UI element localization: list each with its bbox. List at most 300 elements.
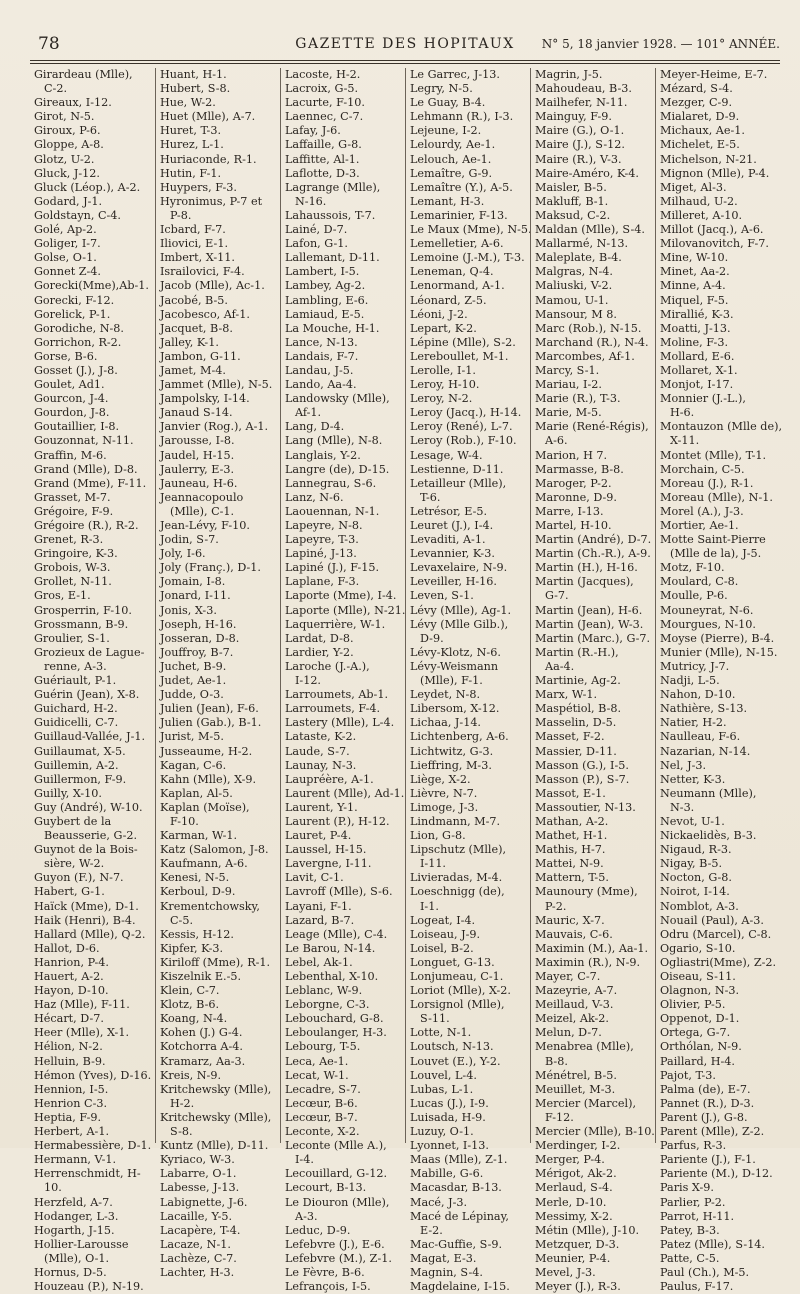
index-entry: Larroumets, F-4. (285, 702, 381, 716)
index-entry: Lebourg, T-5. (285, 1040, 361, 1054)
index-entry: Mezger, C-9. (660, 96, 732, 110)
index-entry: Natier, H-2. (660, 716, 727, 730)
index-entry: Grasset, M-7. (34, 490, 111, 504)
index-entry: Magrin, J-5. (535, 68, 603, 81)
index-entry: Martinie, Ag-2. (535, 674, 621, 688)
index-entry: Lacroix, G-5. (285, 82, 359, 96)
index-entry: Leneman, Q-4. (410, 265, 494, 279)
index-entry: Martin (Ch.-R.), A-9. (535, 547, 651, 561)
index-entry-continuation: (Mlle), O-1. (44, 1251, 110, 1265)
index-entry: Hémon (Yves), D-16. (34, 1068, 152, 1082)
index-entry: Jodin, S-7. (160, 533, 219, 547)
index-column-1 (30, 68, 155, 1294)
index-entry: Julien (Jean), F-6. (160, 702, 259, 716)
index-entry: Henrion C-3. (34, 1096, 108, 1110)
index-entry: Lorsignol (Mlle), (410, 998, 505, 1012)
index-entry: Leydet, N-8. (410, 688, 481, 702)
index-entry: Layani, F-1. (285, 899, 352, 913)
index-entry: Kritchewsky (Mlle), (160, 1082, 272, 1096)
index-entry: Herrenschmidt, H- (34, 1167, 141, 1181)
index-entry: Huypers, F-3. (160, 180, 237, 194)
index-entry: Mine, W-10. (660, 251, 729, 265)
index-entry-continuation: C-5. (170, 913, 194, 927)
index-entry: Leven, S-1. (410, 589, 474, 603)
index-entry: Lipschutz (Mlle), (410, 843, 507, 857)
index-entry: Oiseau, S-11. (660, 970, 736, 983)
index-entry: Maronne, D-9. (535, 490, 617, 504)
journal-title: GAZETTE DES HOPITAUX (295, 36, 515, 52)
index-entry: Michaux, Ae-1. (660, 124, 745, 138)
index-entry: Lavit, C-1. (285, 871, 344, 885)
index-entry: Moline, F-3. (660, 335, 728, 349)
index-entry: Loiseau, J-9. (410, 927, 481, 941)
index-entry: Lavergne, I-11. (285, 857, 372, 871)
index-entry-continuation: P-2. (545, 899, 567, 913)
index-entry: Godard, J-1. (34, 194, 103, 208)
index-entry: Labignette, J-6. (160, 1195, 248, 1209)
index-entry: Grossmann, B-9. (34, 617, 129, 631)
index-entry: Laouennan, N-1. (285, 504, 380, 518)
index-entry: Monjot, I-17. (660, 378, 734, 392)
index-entry: Gringoire, K-3. (34, 547, 118, 561)
index-entry: Neumann (Mlle), (660, 786, 757, 800)
index-entry: Morchain, C-5. (660, 462, 745, 476)
index-entry: Israilovici, F-4. (160, 265, 245, 279)
index-entry: Olivier, P-5. (660, 998, 726, 1012)
index-entry: Guynot de la Bois- (34, 843, 138, 857)
index-entry: Melun, D-7. (535, 1026, 602, 1040)
index-entry: Lecœur, B-6. (285, 1096, 358, 1110)
index-entry: Letailleur (Mlle), (410, 476, 507, 490)
index-entry: Grand (Mlle), D-8. (34, 462, 138, 476)
index-entry-continuation: A-6. (545, 434, 568, 448)
index-entry: Meyer (J.), R-3. (535, 1280, 621, 1294)
index-entry: Mainguy, F-9. (535, 110, 612, 124)
index-entry: Lévy-Weismann (410, 659, 499, 673)
index-entry: Hodanger, L-3. (34, 1209, 119, 1223)
index-entry: Jambon, G-11. (160, 349, 241, 363)
index-entry: Lacaille, Y-5. (160, 1209, 233, 1223)
index-entry: Levaditi, A-1. (410, 533, 486, 547)
index-entry: Ménétrel, B-5. (535, 1068, 617, 1082)
index-entry: Masselin, D-5. (535, 716, 617, 730)
index-entry: Hécart, D-7. (34, 1012, 104, 1026)
index-entry: Moatti, J-13. (660, 321, 731, 335)
index-entry: Mirallié, K-3. (660, 307, 734, 321)
index-entry: Longuet, G-13. (410, 955, 495, 969)
index-entry: Pajot, T-3. (660, 1068, 716, 1082)
index-entry-continuation: S-8. (170, 1125, 193, 1139)
index-entry: Patte, C-5. (660, 1251, 720, 1265)
index-entry: Haz (Mlle), F-11. (34, 998, 130, 1012)
index-entry-continuation: I-4. (295, 1153, 314, 1167)
index-entry: Hubert, S-8. (160, 82, 231, 96)
index-entry: Michelson, N-21. (660, 152, 757, 166)
index-entry: Guybert de la (34, 814, 112, 828)
index-entry: Lehmann (R.), I-3. (410, 110, 514, 124)
index-entry: Parfus, R-3. (660, 1139, 727, 1153)
index-entry: Gonnet Z-4. (34, 265, 101, 279)
index-entry-continuation: renne, A-3. (44, 659, 107, 673)
index-entry: Goutaillier, I-8. (34, 420, 120, 434)
index-entry: Macé de Lépinay, (410, 1209, 509, 1223)
index-entry: Gorecki, F-12. (34, 293, 115, 307)
index-entry: Lang (Mlle), N-8. (285, 434, 383, 448)
index-entry: Le Barou, N-14. (285, 941, 376, 955)
index-entry: Louvel, L-4. (410, 1068, 477, 1082)
index-entry: Grégoire, F-9. (34, 504, 114, 518)
index-entry: Kiriloff (Mme), R-1. (160, 955, 271, 969)
index-entry: Jeannacopoulo (160, 490, 244, 504)
index-entry: Martin (Jacques), (535, 575, 634, 589)
index-entry: Marion, H 7. (535, 448, 608, 462)
index-entry: Nel, J-3. (660, 758, 707, 772)
index-entry: Mathet, H-1. (535, 829, 608, 843)
index-entry: Massot, E-1. (535, 786, 606, 800)
index-entry: Martel, H-10. (535, 519, 612, 532)
index-entry: Leroy, H-10. (410, 378, 480, 392)
running-header (30, 34, 780, 56)
index-entry: Luzuy, O-1. (410, 1125, 474, 1139)
index-entry: Le Fèvre, B-6. (285, 1265, 365, 1279)
index-entry: Klotz, B-6. (160, 998, 220, 1012)
index-entry: Jaudel, H-15. (160, 448, 235, 462)
index-entry: Mazeyrie, A-7. (535, 984, 618, 998)
index-entry: Lecadre, S-7. (285, 1082, 361, 1096)
index-entry: Giroux, P-6. (34, 124, 101, 138)
index-entry: Girardeau (Mlle), (34, 68, 133, 81)
index-entry: Lemarinier, F-13. (410, 208, 508, 222)
index-entry: Joseph, H-16. (160, 617, 237, 631)
index-entry: Gorecki(Mme),Ab-1. (34, 279, 149, 293)
index-entry: Minet, Aa-2. (660, 265, 730, 279)
index-entry: Joly (Franç.), D-1. (160, 561, 261, 575)
index-entry: Leuret (J.), I-4. (410, 519, 494, 532)
index-entry: Hermann, V-1. (34, 1153, 117, 1167)
index-entry: Meuillet, M-3. (535, 1082, 616, 1096)
index-entry: Lambling, E-6. (285, 293, 369, 307)
index-entry: Kaplan (Moïse), (160, 800, 250, 814)
index-entry: Lafay, J-6. (285, 124, 341, 138)
index-entry: Naulleau, F-6. (660, 730, 741, 744)
index-entry: Marc (Rob.), N-15. (535, 321, 642, 335)
index-entry: Girot, N-5. (34, 110, 95, 124)
index-entry: Herbert, A-1. (34, 1125, 109, 1139)
name-index-columns (30, 68, 783, 1294)
index-entry: Guérin (Jean), X-8. (34, 688, 140, 702)
index-entry: Jouffroy, B-7. (160, 645, 234, 659)
index-entry: Massier, D-11. (535, 744, 617, 758)
index-entry-continuation: X-11. (670, 434, 700, 448)
index-entry: Massoutier, N-13. (535, 800, 636, 814)
index-entry: Lonjumeau, C-1. (410, 970, 504, 983)
index-entry: Hyronimus, P-7 et (160, 194, 263, 208)
index-entry-continuation: Beausserie, G-2. (44, 829, 138, 843)
index-entry: Guériault, P-1. (34, 674, 117, 688)
index-entry: Laporte (Mme), I-4. (285, 589, 397, 603)
index-entry: Mauvais, C-6. (535, 927, 613, 941)
index-entry: Le Diouron (Mlle), (285, 1195, 390, 1209)
index-entry: Gosset (J.), J-8. (34, 363, 118, 377)
index-entry: Laurent (Mlle), Ad-1. (285, 786, 405, 800)
index-entry-continuation: B-8. (545, 1054, 568, 1068)
index-entry: Laussel, H-15. (285, 843, 367, 857)
index-entry: Loutsch, N-13. (410, 1040, 494, 1054)
index-entry: Juchet, B-9. (160, 659, 227, 673)
index-entry: Kessis, H-12. (160, 927, 234, 941)
index-entry: Laupréère, A-1. (285, 772, 374, 786)
index-entry: Lallemant, D-11. (285, 251, 380, 265)
index-entry: Le Guay, B-4. (410, 96, 486, 110)
index-entry: Lainé, D-7. (285, 223, 348, 237)
index-entry: Lemelletier, A-6. (410, 237, 504, 251)
index-entry: Kotchorra A-4. (160, 1040, 243, 1054)
index-entry: Léoni, J-2. (410, 307, 468, 321)
index-entry: Maximin (R.), N-9. (535, 955, 641, 969)
index-entry: Lazard, B-7. (285, 913, 355, 927)
index-entry: Ogario, S-10. (660, 941, 736, 955)
index-entry: Kritchewsky (Mlle), (160, 1110, 272, 1124)
index-entry: Mabille, G-6. (410, 1167, 484, 1181)
index-entry: Lelourdy, Ae-1. (410, 138, 496, 152)
index-entry: Guidicelli, C-7. (34, 716, 119, 730)
index-entry: Lereboullet, M-1. (410, 349, 509, 363)
index-entry: Langlais, Y-2. (285, 448, 361, 462)
index-entry: Grobois, W-3. (34, 561, 111, 575)
index-entry: Logeat, I-4. (410, 913, 476, 927)
index-entry: Hue, W-2. (160, 96, 216, 110)
index-entry: Mourgues, N-10. (660, 617, 756, 631)
index-entry: Maire (G.), O-1. (535, 124, 625, 138)
index-entry: Jacquet, B-8. (160, 321, 233, 335)
index-entry: Laquerrière, W-1. (285, 617, 386, 631)
index-entry: Hennion, I-5. (34, 1082, 109, 1096)
index-entry: Lichtwitz, G-3. (410, 744, 494, 758)
index-entry: Leconte, X-2. (285, 1125, 360, 1139)
index-entry: Larroumets, Ab-1. (285, 688, 389, 702)
index-entry: Paris X-9. (660, 1181, 714, 1195)
index-entry: Landowsky (Mlle), (285, 392, 390, 406)
index-entry: Moyse (Pierre), B-4. (660, 631, 775, 645)
index-entry: Herzfeld, A-7. (34, 1195, 113, 1209)
index-entry-continuation: N-3. (670, 800, 695, 814)
index-entry: Martin (Marc.), G-7. (535, 631, 651, 645)
index-entry: Leroy, N-2. (410, 392, 473, 406)
index-entry: Montet (Mlle), T-1. (660, 448, 767, 462)
index-entry: Odru (Marcel), C-8. (660, 927, 772, 941)
index-entry: Lepart, K-2. (410, 321, 477, 335)
index-entry: Marie (R.), T-3. (535, 392, 621, 406)
index-entry: Grollet, N-11. (34, 575, 112, 589)
index-entry: Lang, D-4. (285, 420, 345, 434)
index-entry: Lefebvre (J.), E-6. (285, 1237, 385, 1251)
index-entry: Lacapère, T-4. (160, 1223, 241, 1237)
index-entry: Le Garrec, J-13. (410, 68, 500, 81)
index-entry: Morel (A.), J-3. (660, 504, 744, 518)
index-entry: Gorelick, P-1. (34, 307, 111, 321)
index-entry: Menabrea (Mlle), (535, 1040, 634, 1054)
index-entry: Mérigot, Ak-2. (535, 1167, 617, 1181)
index-entry-continuation: Aa-4. (545, 659, 575, 673)
index-entry: Laplane, F-3. (285, 575, 360, 589)
index-entry: Mézard, S-4. (660, 82, 733, 96)
index-entry: Orthólan, N-9. (660, 1040, 742, 1054)
index-entry: Grozieux de Lague- (34, 645, 145, 659)
index-entry: Netter, K-3. (660, 772, 726, 786)
index-entry: Motte Saint-Pierre (660, 533, 766, 547)
index-entry: Lefrançois, I-5. (285, 1280, 371, 1294)
index-entry: Laurent (P.), H-12. (285, 814, 390, 828)
index-entry: Haïck (Mme), D-1. (34, 899, 139, 913)
index-entry: Lachter, H-3. (160, 1265, 235, 1279)
index-entry-continuation: sière, W-2. (44, 857, 105, 871)
index-entry: Léonard, Z-5. (410, 293, 487, 307)
index-entry: Jusseaume, H-2. (160, 744, 253, 758)
index-entry: Grosperrin, F-10. (34, 603, 132, 617)
index-entry: Lebel, Ak-1. (285, 955, 353, 969)
index-entry: Magdelaine, I-15. (410, 1280, 510, 1294)
index-entry: Minne, A-4. (660, 279, 726, 293)
index-entry: Metzquer, D-3. (535, 1237, 620, 1251)
index-entry: Lubas, L-1. (410, 1082, 474, 1096)
index-entry: Gorse, B-6. (34, 349, 98, 363)
index-entry: Nazarian, N-14. (660, 744, 751, 758)
index-entry: Mevel, J-3. (535, 1265, 596, 1279)
index-entry: Lecœur, B-7. (285, 1110, 358, 1124)
issue-info: N° 5, 18 janvier 1928. — 101° ANNÉE. (541, 37, 780, 51)
index-entry: Hayon, D-10. (34, 984, 109, 998)
index-entry: Parent (Mlle), Z-2. (660, 1125, 765, 1139)
index-entry: Landau, J-5. (285, 363, 354, 377)
index-entry: Nevot, U-1. (660, 814, 725, 828)
index-entry: Hauert, A-2. (34, 970, 104, 983)
index-entry: Janvier (Rog.), A-1. (160, 420, 269, 434)
index-entry-continuation: A-3. (295, 1209, 318, 1223)
index-entry: Lièvre, N-7. (410, 786, 478, 800)
index-entry: Lannegrau, S-6. (285, 476, 377, 490)
index-entry: Lacurte, F-10. (285, 96, 365, 110)
index-column-5 (530, 68, 655, 1294)
index-entry: Gorrichon, R-2. (34, 335, 122, 349)
index-entry: Laffitte, Al-1. (285, 152, 360, 166)
index-entry: Huret, T-3. (160, 124, 222, 138)
index-entry: Martin (R.-H.), (535, 645, 619, 659)
index-entry: Koang, N-4. (160, 1012, 228, 1026)
index-entry: Lemant, H-3. (410, 194, 485, 208)
index-entry: Joly, I-6. (160, 547, 206, 561)
index-entry: Nomblot, A-3. (660, 899, 739, 913)
index-entry: Lapeyre, N-8. (285, 519, 363, 532)
index-entry: Hélion, N-2. (34, 1040, 103, 1054)
index-entry: Jalley, K-1. (160, 335, 219, 349)
index-entry: Lanz, N-6. (285, 490, 344, 504)
index-entry: Lebouchard, G-8. (285, 1012, 384, 1026)
index-entry-continuation: P-8. (170, 208, 192, 222)
index-entry: Maire (R.), V-3. (535, 152, 622, 166)
index-entry: Guyon (F.), N-7. (34, 871, 124, 885)
index-entry: Mahoudeau, B-3. (535, 82, 632, 96)
index-entry: Liège, X-2. (410, 772, 471, 786)
index-entry: Hallot, D-6. (34, 941, 100, 955)
index-entry: Maroger, P-2. (535, 476, 612, 490)
index-entry: Jarousse, I-8. (160, 434, 235, 448)
index-entry: Masson (G.), I-5. (535, 758, 629, 772)
index-entry: Lacaze, N-1. (160, 1237, 231, 1251)
index-entry: Launay, N-3. (285, 758, 357, 772)
index-entry: La Mouche, H-1. (285, 321, 380, 335)
index-entry: Nigaud, R-3. (660, 843, 732, 857)
index-entry: Lecourt, B-13. (285, 1181, 367, 1195)
index-entry: Jomain, I-8. (160, 575, 226, 589)
index-entry: Kahn (Mlle), X-9. (160, 772, 257, 786)
index-entry: Goulet, Ad1. (34, 378, 105, 392)
index-entry: Lebenthal, X-10. (285, 970, 379, 983)
index-entry: Jammet (Mlle), N-5. (160, 378, 273, 392)
index-entry: Meyer-Heime, E-7. (660, 68, 768, 81)
index-entry-continuation: I-12. (295, 674, 321, 688)
index-entry: Métin (Mlle), J-10. (535, 1223, 640, 1237)
index-entry: Lardat, D-8. (285, 631, 354, 645)
index-entry: Jamet, M-4. (160, 363, 226, 377)
index-entry: Grand (Mme), F-11. (34, 476, 147, 490)
index-entry-continuation: (Mlle de la), J-5. (670, 547, 762, 561)
index-entry: Miget, Al-3. (660, 180, 727, 194)
index-entry: Milovanovitch, F-7. (660, 237, 769, 251)
index-entry: Langre (de), D-15. (285, 462, 390, 476)
index-entry: Macasdar, B-13. (410, 1181, 502, 1195)
index-entry: Jonis, X-3. (160, 603, 217, 617)
index-entry: Maunoury (Mme), (535, 885, 638, 899)
index-entry: Patez (Mlle), S-14. (660, 1237, 765, 1251)
index-entry: Meizel, Ak-2. (535, 1012, 609, 1026)
index-entry: Mallarmé, N-13. (535, 237, 629, 251)
index-entry: Lambert, I-5. (285, 265, 360, 279)
index-entry: Merger, P-4. (535, 1153, 605, 1167)
index-entry-continuation: (Mlle), F-1. (420, 674, 483, 688)
index-entry: Loisel, B-2. (410, 941, 474, 955)
index-entry-continuation: F-10. (170, 814, 199, 828)
index-entry: Hogarth, J-15. (34, 1223, 115, 1237)
index-entry: Gireaux, I-12. (34, 96, 112, 110)
index-entry: Nahon, D-10. (660, 688, 736, 702)
index-entry: Merlaud, S-4. (535, 1181, 613, 1195)
index-entry: Mialaret, D-9. (660, 110, 740, 124)
index-entry: Leage (Mlle), C-4. (285, 927, 388, 941)
index-entry: Meillaud, V-3. (535, 998, 614, 1012)
index-entry: Lemaître, G-9. (410, 166, 493, 180)
index-entry: Guillermon, F-9. (34, 772, 127, 786)
index-entry: Lando, Aa-4. (285, 378, 357, 392)
index-entry: Limoge, J-3. (410, 800, 479, 814)
index-entry: Michelet, E-5. (660, 138, 740, 152)
index-column-6 (655, 68, 783, 1294)
index-entry: Kohen (J.) G-4. (160, 1026, 243, 1040)
index-entry: Moulard, C-8. (660, 575, 739, 589)
index-entry: Magnin, S-4. (410, 1265, 483, 1279)
index-entry: Huriaconde, R-1. (160, 152, 257, 166)
index-entry-continuation: H-2. (170, 1096, 195, 1110)
index-entry: Mac-Guffie, S-9. (410, 1237, 503, 1251)
index-entry-continuation: E-2. (420, 1223, 443, 1237)
index-entry: Jurist, M-5. (160, 730, 224, 744)
index-entry: Lichaa, J-14. (410, 716, 481, 730)
header-rule (30, 60, 780, 61)
index-entry: Julien (Gab.), B-1. (160, 716, 262, 730)
index-entry: Kerboul, D-9. (160, 885, 236, 899)
index-entry: Lefebvre (M.), Z-1. (285, 1251, 392, 1265)
index-entry: Lance, N-13. (285, 335, 358, 349)
index-entry: Lastery (Mlle), L-4. (285, 716, 395, 730)
